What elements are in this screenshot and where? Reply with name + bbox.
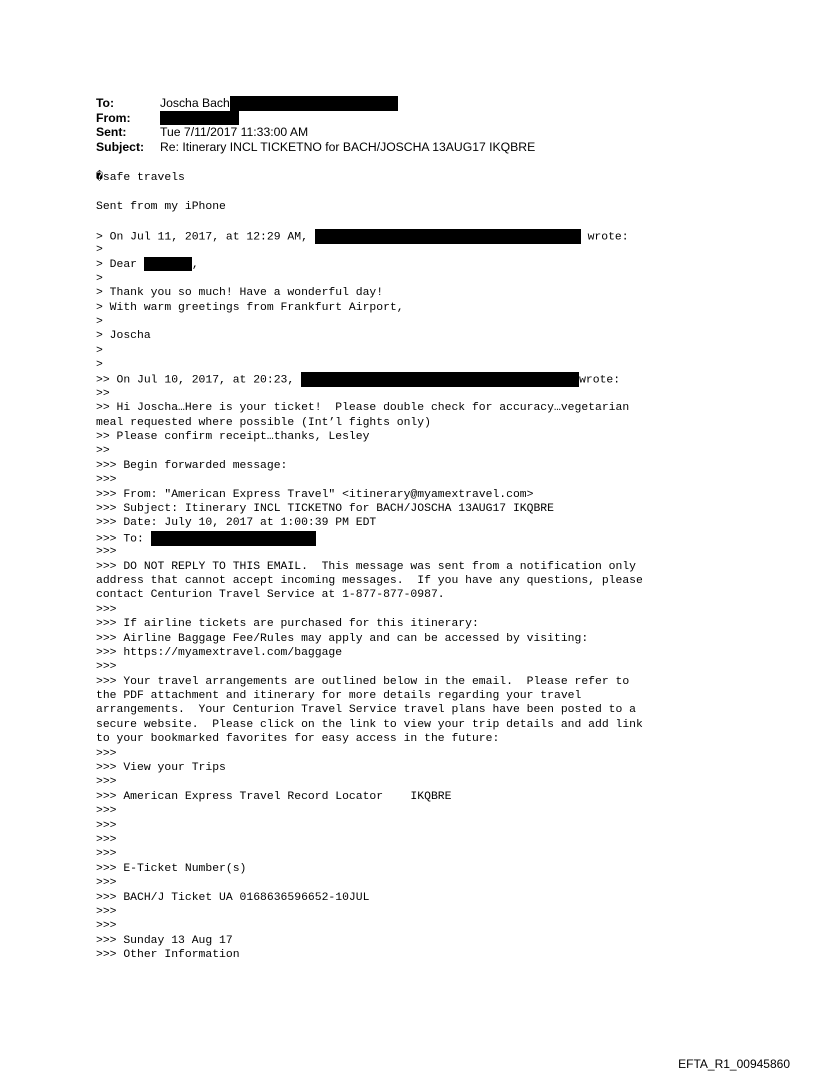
sent-label: Sent: bbox=[96, 125, 127, 139]
body-line: secure website. Please click on the link to view your trip details and add link bbox=[96, 718, 643, 731]
to-line-text: >>> To: bbox=[96, 533, 151, 546]
redaction-block bbox=[315, 229, 581, 244]
body-line: > bbox=[96, 272, 103, 285]
subject-label: Subject: bbox=[96, 139, 145, 154]
body-line: >>> bbox=[96, 805, 117, 818]
body-line: to your bookmarked favorites for easy access in the future: bbox=[96, 733, 500, 746]
redaction-block bbox=[230, 96, 398, 111]
body-line: meal requested where possible (Int’l fights only) bbox=[96, 416, 431, 429]
body-line: >>> bbox=[96, 776, 117, 789]
body-line: >>> bbox=[96, 819, 117, 832]
body-line: >>> bbox=[96, 474, 117, 487]
body-line: Sent from my iPhone bbox=[96, 200, 226, 213]
body-line: >>> Subject: Itinerary INCL TICKETNO for BACH/JOSCHA 13AUG17 IKQBRE bbox=[96, 502, 554, 515]
body-line: >> bbox=[96, 445, 110, 458]
to-row bbox=[96, 96, 535, 111]
body-line: >>> bbox=[96, 905, 117, 918]
to-line bbox=[96, 531, 796, 545]
body-line: >>> bbox=[96, 848, 117, 861]
body-line: >>> View your Trips bbox=[96, 762, 226, 775]
subject-value: Re: Itinerary INCL TICKETNO for BACH/JOSCHA 13AUG17 IKQBRE bbox=[160, 139, 536, 154]
quote-header-suffix: wrote: bbox=[580, 231, 629, 244]
body-line: >> Hi Joscha…Here is your ticket! Please double check for accuracy…vegetarian bbox=[96, 402, 630, 415]
redaction-block bbox=[151, 531, 316, 546]
greeting-text: > Dear bbox=[96, 259, 144, 272]
body-line: >>> Other Information bbox=[96, 949, 240, 962]
body-line: > bbox=[96, 344, 103, 357]
sent-value: Tue 7/11/2017 11:33:00 AM bbox=[160, 125, 309, 139]
document-id: EFTA_R1_00945860 bbox=[678, 1057, 790, 1071]
body-line: > Joscha bbox=[96, 330, 151, 343]
body-line: >>> Airline Baggage Fee/Rules may apply and can be accessed by visiting: bbox=[96, 632, 589, 645]
quote-header-line bbox=[96, 229, 796, 243]
to-value: Joscha Bach bbox=[160, 96, 230, 110]
greeting-comma: , bbox=[191, 259, 199, 272]
email-header bbox=[96, 96, 535, 154]
body-line: >>> bbox=[96, 877, 117, 890]
body-line: >>> Date: July 10, 2017 at 1:00:39 PM EDT bbox=[96, 517, 377, 530]
body-line: >>> bbox=[96, 747, 117, 760]
sent-row bbox=[96, 125, 535, 140]
quote-header-suffix: wrote: bbox=[579, 374, 621, 387]
subject-row bbox=[96, 140, 535, 155]
body-line: >> bbox=[96, 387, 110, 400]
redaction-block bbox=[160, 111, 239, 125]
body-line: >>> DO NOT REPLY TO THIS EMAIL. This message was sent from a notification only bbox=[96, 560, 637, 573]
body-line: �safe travels bbox=[96, 172, 185, 184]
body-line: address that cannot accept incoming messages. If you have any questions, please bbox=[96, 574, 643, 587]
body-line: >>> bbox=[96, 603, 117, 616]
body-line: >>> https://myamextravel.com/baggage bbox=[96, 646, 343, 659]
quote-header-line bbox=[96, 372, 796, 386]
redaction-block bbox=[144, 257, 192, 271]
body-line: >>> If airline tickets are purchased for this itinerary: bbox=[96, 618, 479, 631]
body-line: >>> BACH/J Ticket UA 0168636596652-10JUL bbox=[96, 891, 370, 904]
from-label: From: bbox=[96, 110, 131, 125]
body-line: >>> bbox=[96, 661, 117, 674]
body-line: the PDF attachment and itinerary for more details regarding your travel bbox=[96, 690, 582, 703]
email-body bbox=[96, 171, 796, 962]
to-label: To: bbox=[96, 96, 115, 110]
body-line: >>> Your travel arrangements are outlined below in the email. Please refer to bbox=[96, 675, 630, 688]
from-row bbox=[96, 111, 535, 126]
body-line: >>> bbox=[96, 920, 117, 933]
body-line: > bbox=[96, 243, 103, 256]
body-line: > Thank you so much! Have a wonderful day! bbox=[96, 287, 384, 300]
body-line: > bbox=[96, 359, 103, 372]
body-line: > With warm greetings from Frankfurt Airport, bbox=[96, 301, 404, 314]
body-line: >>> Sunday 13 Aug 17 bbox=[96, 934, 233, 947]
quote-header-text: >> On Jul 10, 2017, at 20:23, bbox=[96, 374, 302, 387]
body-line: >>> American Express Travel Record Locator IKQBRE bbox=[96, 790, 452, 803]
body-line: >>> Begin forwarded message: bbox=[96, 459, 288, 472]
body-line: contact Centurion Travel Service at 1-877-877-0987. bbox=[96, 589, 445, 602]
redaction-block bbox=[301, 372, 579, 387]
body-line: >>> From: "American Express Travel" <itinerary@myamextravel.com> bbox=[96, 488, 534, 501]
body-line: >>> bbox=[96, 833, 117, 846]
body-line: >> Please confirm receipt…thanks, Lesley bbox=[96, 431, 370, 444]
greeting-line bbox=[96, 257, 796, 271]
body-line: > bbox=[96, 315, 103, 328]
body-line: arrangements. Your Centurion Travel Service travel plans have been posted to a bbox=[96, 704, 637, 717]
quote-header-text: > On Jul 11, 2017, at 12:29 AM, bbox=[96, 231, 315, 244]
body-line: >>> bbox=[96, 546, 117, 559]
body-line: >>> E-Ticket Number(s) bbox=[96, 862, 247, 875]
